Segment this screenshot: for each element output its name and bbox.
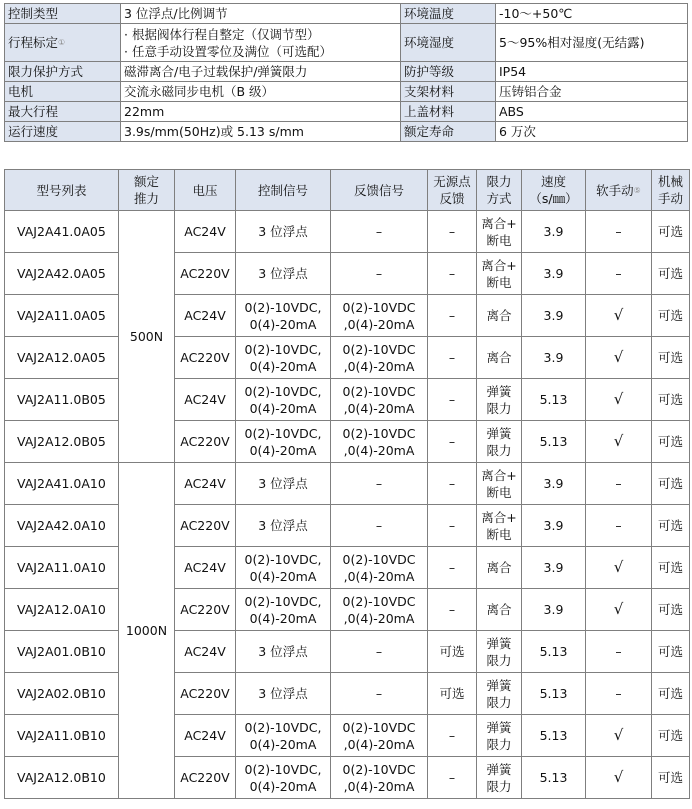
spec-key: [5, 102, 121, 122]
feedback-cell: [331, 337, 428, 379]
control-line: 3 位浮点: [258, 686, 308, 701]
feedback-line: 0(2)-10VDC: [342, 551, 416, 567]
spec-value-line: 磁滞离合/电子过载保护/弹簧限力: [124, 64, 308, 79]
spec-row: [5, 4, 688, 24]
limit-line: 限力: [486, 442, 512, 458]
limit-line: 限力: [486, 694, 512, 710]
voltage-cell: AC220V: [175, 337, 236, 379]
control-line: 0(2)-10VDC,: [244, 593, 322, 609]
control-cell: [236, 295, 331, 337]
control-line: 0(4)-20mA: [249, 610, 317, 626]
passive-cell: –: [428, 379, 477, 421]
model-cell: VAJ2A12.0B10: [5, 757, 119, 799]
passive-cell: –: [428, 463, 477, 505]
limit-line: 限力: [486, 736, 512, 752]
header-limit-line-1: 限力: [486, 174, 512, 189]
voltage-cell: AC24V: [175, 631, 236, 673]
voltage-cell: AC220V: [175, 253, 236, 295]
table-row: [5, 463, 690, 505]
voltage-cell: AC24V: [175, 715, 236, 757]
model-cell: VAJ2A42.0A10: [5, 505, 119, 547]
spec-value-line: · 任意手动设置零位及满位（可选配）: [124, 43, 332, 59]
model-table-header: [5, 170, 690, 211]
soft-manual-cell: –: [586, 673, 652, 715]
feedback-cell: [331, 757, 428, 799]
limit-line: 断电: [486, 232, 512, 248]
mech-manual-cell: 可选: [652, 295, 690, 337]
spec-key: 环境温度: [401, 4, 496, 24]
spec-key-note: ①: [58, 38, 66, 47]
feedback-cell: [331, 715, 428, 757]
table-row: [5, 547, 690, 589]
passive-cell: –: [428, 253, 477, 295]
control-line: 0(2)-10VDC,: [244, 761, 322, 777]
control-line: 0(2)-10VDC,: [244, 719, 322, 735]
table-row: [5, 757, 690, 799]
spec-value-line: -10～+50℃: [499, 6, 573, 21]
table-row: [5, 505, 690, 547]
limit-cell: [477, 211, 522, 253]
voltage-cell: AC24V: [175, 463, 236, 505]
control-line: 0(4)-20mA: [249, 400, 317, 416]
feedback-line: ,0(4)-20mA: [343, 400, 415, 416]
spec-value-line: IP54: [499, 64, 527, 79]
limit-line: 限力: [486, 400, 512, 416]
header-soft-manual: [586, 170, 652, 211]
spec-value: [496, 122, 688, 142]
control-cell: [236, 421, 331, 463]
spec-value: [496, 4, 688, 24]
control-line: 0(2)-10VDC,: [244, 299, 322, 315]
limit-line: 限力: [486, 652, 512, 668]
feedback-line: ,0(4)-20mA: [343, 442, 415, 458]
header-passive-line-2: 反馈: [439, 191, 465, 206]
spec-row: [5, 62, 688, 82]
model-cell: VAJ2A12.0A05: [5, 337, 119, 379]
speed-cell: 5.13: [522, 757, 586, 799]
header-thrust-line-2: 推力: [133, 191, 159, 206]
control-line: 0(4)-20mA: [249, 568, 317, 584]
header-mech-manual: [652, 170, 690, 211]
mech-manual-cell: 可选: [652, 337, 690, 379]
voltage-cell: AC220V: [175, 757, 236, 799]
limit-cell: [477, 463, 522, 505]
spec-value: [121, 122, 401, 142]
spec-value: [121, 24, 401, 62]
soft-manual-cell: √: [586, 547, 652, 589]
soft-manual-cell: √: [586, 337, 652, 379]
speed-cell: 5.13: [522, 631, 586, 673]
control-line: 0(4)-20mA: [249, 358, 317, 374]
spec-row: [5, 24, 688, 62]
limit-line: 离合: [486, 560, 512, 575]
soft-manual-cell: –: [586, 505, 652, 547]
soft-manual-cell: √: [586, 421, 652, 463]
feedback-line: 0(2)-10VDC: [342, 761, 416, 777]
passive-cell: –: [428, 211, 477, 253]
limit-cell: [477, 589, 522, 631]
control-cell: [236, 337, 331, 379]
spec-table: [4, 3, 688, 142]
control-cell: [236, 547, 331, 589]
control-line: 3 位浮点: [258, 518, 308, 533]
limit-line: 离合: [486, 308, 512, 323]
spec-row: [5, 102, 688, 122]
feedback-line: –: [375, 476, 383, 491]
limit-line: 断电: [486, 274, 512, 290]
limit-cell: [477, 547, 522, 589]
feedback-cell: [331, 505, 428, 547]
model-cell: VAJ2A42.0A05: [5, 253, 119, 295]
feedback-cell: [331, 631, 428, 673]
model-cell: VAJ2A11.0B10: [5, 715, 119, 757]
feedback-line: –: [375, 266, 383, 281]
limit-line: 离合+: [481, 215, 517, 231]
table-row: [5, 295, 690, 337]
spec-key: 上盖材料: [401, 102, 496, 122]
model-cell: VAJ2A41.0A05: [5, 211, 119, 253]
header-passive: [428, 170, 477, 211]
model-cell: VAJ2A12.0B05: [5, 421, 119, 463]
limit-line: 离合+: [481, 467, 517, 483]
speed-cell: 5.13: [522, 673, 586, 715]
passive-cell: –: [428, 337, 477, 379]
spec-key: 额定寿命: [401, 122, 496, 142]
spec-value: [496, 82, 688, 102]
spec-value-line: 压铸铝合金: [499, 84, 562, 99]
spec-row: [5, 82, 688, 102]
voltage-cell: AC220V: [175, 673, 236, 715]
feedback-line: ,0(4)-20mA: [343, 610, 415, 626]
control-cell: [236, 463, 331, 505]
limit-cell: [477, 295, 522, 337]
header-model: 型号列表: [5, 170, 119, 211]
passive-cell: –: [428, 421, 477, 463]
spec-key-label: 限力保护方式: [8, 64, 84, 79]
speed-cell: 3.9: [522, 547, 586, 589]
voltage-cell: AC220V: [175, 589, 236, 631]
model-cell: VAJ2A11.0B05: [5, 379, 119, 421]
feedback-line: ,0(4)-20mA: [343, 568, 415, 584]
model-cell: VAJ2A41.0A10: [5, 463, 119, 505]
feedback-line: ,0(4)-20mA: [343, 778, 415, 794]
passive-cell: –: [428, 505, 477, 547]
control-line: 0(4)-20mA: [249, 442, 317, 458]
table-row: [5, 421, 690, 463]
speed-cell: 3.9: [522, 463, 586, 505]
mech-manual-cell: 可选: [652, 589, 690, 631]
passive-cell: 可选: [428, 673, 477, 715]
table-row: [5, 379, 690, 421]
model-cell: VAJ2A02.0B10: [5, 673, 119, 715]
soft-manual-cell: √: [586, 715, 652, 757]
voltage-cell: AC24V: [175, 295, 236, 337]
limit-cell: [477, 379, 522, 421]
spec-value: [496, 102, 688, 122]
limit-cell: [477, 253, 522, 295]
feedback-cell: [331, 211, 428, 253]
passive-cell: 可选: [428, 631, 477, 673]
control-line: 0(2)-10VDC,: [244, 551, 322, 567]
limit-cell: [477, 421, 522, 463]
control-cell: [236, 211, 331, 253]
limit-cell: [477, 631, 522, 673]
speed-cell: 3.9: [522, 505, 586, 547]
model-table: [4, 169, 690, 799]
speed-cell: 5.13: [522, 715, 586, 757]
soft-manual-cell: √: [586, 589, 652, 631]
passive-cell: –: [428, 589, 477, 631]
spec-value-line: · 根据阀体行程自整定（仅调节型）: [124, 26, 320, 42]
spec-key: 环境湿度: [401, 24, 496, 62]
mech-manual-cell: 可选: [652, 421, 690, 463]
voltage-cell: AC220V: [175, 505, 236, 547]
mech-manual-cell: 可选: [652, 631, 690, 673]
spec-value: [121, 4, 401, 24]
control-line: 3 位浮点: [258, 224, 308, 239]
model-cell: VAJ2A11.0A05: [5, 295, 119, 337]
feedback-line: 0(2)-10VDC: [342, 341, 416, 357]
table-row: [5, 673, 690, 715]
limit-line: 弹簧: [486, 761, 512, 777]
table-row: [5, 337, 690, 379]
control-line: 3 位浮点: [258, 476, 308, 491]
header-voltage: 电压: [175, 170, 236, 211]
passive-cell: –: [428, 757, 477, 799]
speed-cell: 3.9: [522, 589, 586, 631]
control-cell: [236, 589, 331, 631]
control-line: 0(4)-20mA: [249, 778, 317, 794]
header-thrust-line-1: 额定: [133, 174, 159, 189]
feedback-cell: [331, 253, 428, 295]
header-speed-line-2: （s/㎜）: [529, 191, 578, 206]
header-feedback: 反馈信号: [331, 170, 428, 211]
table-row: [5, 253, 690, 295]
control-cell: [236, 673, 331, 715]
feedback-line: –: [375, 644, 383, 659]
mech-manual-cell: 可选: [652, 211, 690, 253]
soft-manual-cell: –: [586, 211, 652, 253]
mech-manual-cell: 可选: [652, 715, 690, 757]
limit-line: 弹簧: [486, 719, 512, 735]
header-control: 控制信号: [236, 170, 331, 211]
spec-value-line: 交流永磁同步电机（B 级）: [124, 84, 275, 99]
soft-manual-cell: √: [586, 295, 652, 337]
model-cell: VAJ2A11.0A10: [5, 547, 119, 589]
soft-manual-cell: –: [586, 253, 652, 295]
spec-key: [5, 4, 121, 24]
feedback-line: 0(2)-10VDC: [342, 299, 416, 315]
control-line: 0(2)-10VDC,: [244, 383, 322, 399]
control-cell: [236, 631, 331, 673]
feedback-line: 0(2)-10VDC: [342, 383, 416, 399]
voltage-cell: AC220V: [175, 421, 236, 463]
speed-cell: 5.13: [522, 421, 586, 463]
control-line: 0(2)-10VDC,: [244, 425, 322, 441]
table-row: [5, 631, 690, 673]
header-mech-manual-line-1: 机械: [657, 174, 683, 189]
spec-key: [5, 24, 121, 62]
feedback-cell: [331, 463, 428, 505]
header-limit: [477, 170, 522, 211]
spec-value-line: 3 位浮点/比例调节: [124, 6, 228, 21]
passive-cell: –: [428, 295, 477, 337]
soft-manual-cell: –: [586, 463, 652, 505]
feedback-cell: [331, 547, 428, 589]
feedback-line: ,0(4)-20mA: [343, 736, 415, 752]
feedback-line: –: [375, 224, 383, 239]
header-passive-line-1: 无源点: [433, 174, 471, 189]
feedback-line: ,0(4)-20mA: [343, 358, 415, 374]
mech-manual-cell: 可选: [652, 463, 690, 505]
spec-key-label: 电机: [8, 84, 34, 99]
header-limit-line-2: 方式: [486, 191, 512, 206]
feedback-cell: [331, 421, 428, 463]
model-cell: VAJ2A12.0A10: [5, 589, 119, 631]
spec-key-label: 运行速度: [8, 124, 59, 139]
spec-value: [496, 62, 688, 82]
feedback-line: 0(2)-10VDC: [342, 593, 416, 609]
spec-key-label: 最大行程: [8, 104, 59, 119]
spec-value: [121, 102, 401, 122]
control-cell: [236, 379, 331, 421]
feedback-line: ,0(4)-20mA: [343, 316, 415, 332]
spec-value-line: ABS: [499, 104, 524, 119]
spec-value-line: 22mm: [124, 104, 165, 119]
limit-cell: [477, 673, 522, 715]
voltage-cell: AC24V: [175, 547, 236, 589]
spec-value-line: 6 万次: [499, 124, 536, 139]
control-cell: [236, 715, 331, 757]
limit-line: 断电: [486, 484, 512, 500]
control-line: 3 位浮点: [258, 644, 308, 659]
limit-cell: [477, 757, 522, 799]
spec-value: [496, 24, 688, 62]
speed-cell: 5.13: [522, 379, 586, 421]
limit-line: 离合+: [481, 509, 517, 525]
control-cell: [236, 757, 331, 799]
speed-cell: 3.9: [522, 337, 586, 379]
feedback-line: 0(2)-10VDC: [342, 425, 416, 441]
spec-key: 防护等级: [401, 62, 496, 82]
feedback-line: –: [375, 686, 383, 701]
voltage-cell: AC24V: [175, 211, 236, 253]
header-soft-manual-note: ⑤: [633, 185, 641, 195]
feedback-cell: [331, 673, 428, 715]
table-row: [5, 589, 690, 631]
speed-cell: 3.9: [522, 253, 586, 295]
control-line: 0(4)-20mA: [249, 736, 317, 752]
spec-value-line: 3.9s/mm(50Hz)或 5.13 s/mm: [124, 124, 304, 139]
soft-manual-cell: √: [586, 757, 652, 799]
spec-key-label: 行程标定: [8, 35, 59, 50]
passive-cell: –: [428, 547, 477, 589]
limit-line: 弹簧: [486, 677, 512, 693]
limit-line: 弹簧: [486, 383, 512, 399]
header-soft-manual-label: 软手动: [596, 182, 634, 198]
header-speed-line-1: 速度: [540, 174, 566, 189]
voltage-cell: AC24V: [175, 379, 236, 421]
control-cell: [236, 505, 331, 547]
spec-table-body: [5, 4, 688, 142]
limit-line: 离合+: [481, 257, 517, 273]
control-cell: [236, 253, 331, 295]
mech-manual-cell: 可选: [652, 757, 690, 799]
control-line: 0(2)-10VDC,: [244, 341, 322, 357]
feedback-cell: [331, 295, 428, 337]
header-mech-manual-line-2: 手动: [657, 191, 683, 206]
soft-manual-cell: –: [586, 631, 652, 673]
model-cell: VAJ2A01.0B10: [5, 631, 119, 673]
thrust-cell: 1000N: [119, 463, 175, 799]
model-table-body: [5, 211, 690, 799]
spec-value-line: 5～95%相对湿度(无结露): [499, 35, 645, 50]
limit-line: 断电: [486, 526, 512, 542]
mech-manual-cell: 可选: [652, 505, 690, 547]
mech-manual-cell: 可选: [652, 253, 690, 295]
control-line: 0(4)-20mA: [249, 316, 317, 332]
mech-manual-cell: 可选: [652, 547, 690, 589]
passive-cell: –: [428, 715, 477, 757]
spec-value: [121, 82, 401, 102]
spec-row: [5, 122, 688, 142]
spec-value: [121, 62, 401, 82]
table-row: [5, 715, 690, 757]
limit-line: 离合: [486, 350, 512, 365]
spec-key: [5, 122, 121, 142]
mech-manual-cell: 可选: [652, 379, 690, 421]
limit-line: 弹簧: [486, 635, 512, 651]
limit-cell: [477, 505, 522, 547]
spec-key: [5, 82, 121, 102]
limit-line: 限力: [486, 778, 512, 794]
spec-key: 支架材料: [401, 82, 496, 102]
speed-cell: 3.9: [522, 295, 586, 337]
spec-key-label: 控制类型: [8, 6, 59, 21]
feedback-line: 0(2)-10VDC: [342, 719, 416, 735]
feedback-cell: [331, 589, 428, 631]
header-speed: [522, 170, 586, 211]
header-thrust: [119, 170, 175, 211]
spec-key: [5, 62, 121, 82]
feedback-line: –: [375, 518, 383, 533]
feedback-cell: [331, 379, 428, 421]
soft-manual-cell: √: [586, 379, 652, 421]
mech-manual-cell: 可选: [652, 673, 690, 715]
limit-cell: [477, 715, 522, 757]
limit-line: 弹簧: [486, 425, 512, 441]
thrust-cell: 500N: [119, 211, 175, 463]
table-row: [5, 211, 690, 253]
limit-line: 离合: [486, 602, 512, 617]
limit-cell: [477, 337, 522, 379]
speed-cell: 3.9: [522, 211, 586, 253]
control-line: 3 位浮点: [258, 266, 308, 281]
